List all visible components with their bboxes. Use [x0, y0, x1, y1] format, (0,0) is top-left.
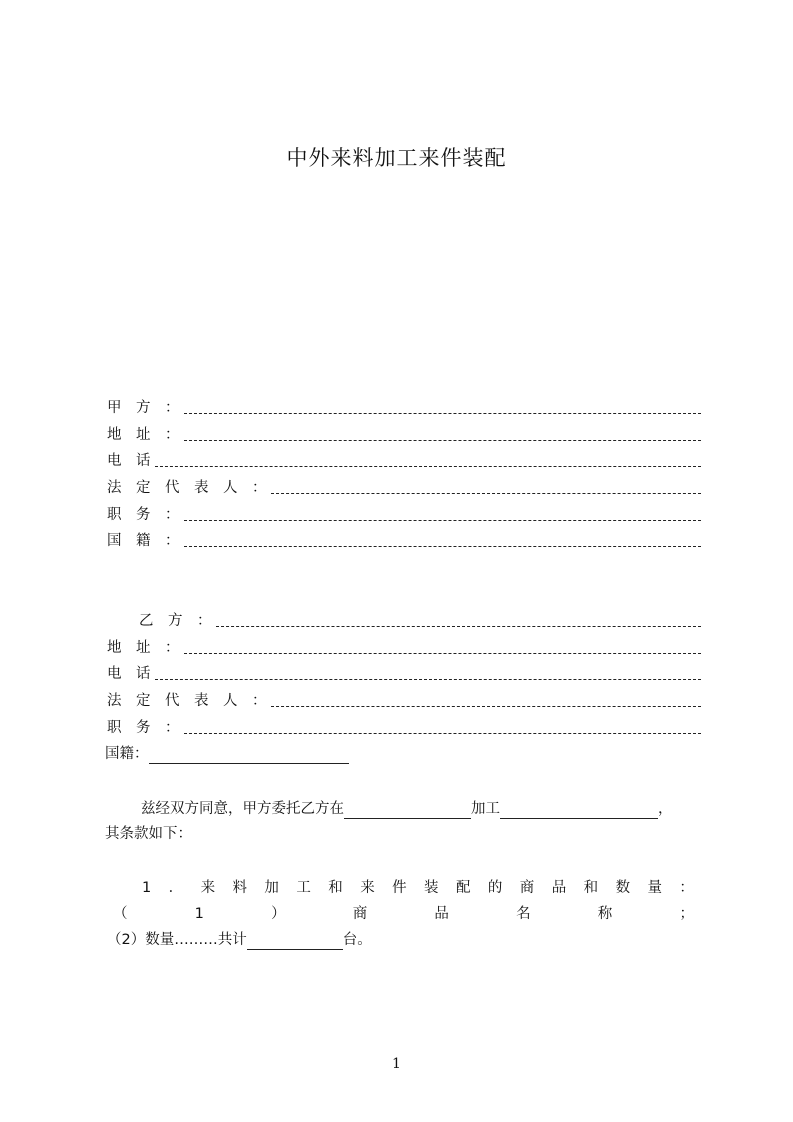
party-a-address-blank[interactable]: [184, 440, 702, 441]
party-b-position-row: [107, 718, 701, 738]
clause-1-char: ：: [679, 880, 694, 896]
party-b-nationality-blank[interactable]: [149, 747, 349, 764]
party-b-phone-blank[interactable]: [155, 679, 702, 680]
party-a-name-row: [107, 398, 701, 418]
party-a-phone-label: 电 话: [107, 453, 151, 469]
clause-1-char: 和: [328, 880, 343, 896]
party-a-legal-rep-label: 法 定 代 表 人 ：: [107, 480, 267, 496]
clause-1-char: ．: [168, 880, 184, 896]
item-1-char: （: [113, 906, 128, 922]
clause-1-heading: [142, 877, 694, 899]
item-2-quantity-blank[interactable]: [247, 933, 343, 950]
item-1-char: 名: [516, 906, 531, 922]
party-b-legal-rep-label: 法 定 代 表 人 ：: [107, 693, 267, 709]
item-1-char: 称: [597, 906, 613, 922]
party-a-name-label: 甲 方 ：: [107, 400, 180, 416]
clause-1-char: 料: [232, 880, 247, 896]
clause-1-char: 装: [424, 880, 439, 896]
party-a-position-blank[interactable]: [184, 520, 702, 521]
clause-1-char: 来: [360, 880, 375, 896]
clause-1-char: 1: [142, 880, 152, 896]
clause-1-char: 商: [519, 880, 535, 896]
item-2-prefix: （2）数量………共计: [107, 932, 247, 948]
party-b-address-blank[interactable]: [184, 653, 702, 654]
item-1-char: 1: [194, 906, 204, 922]
item-1-char: ）: [271, 906, 286, 922]
agreement-line-2: 其条款如下：: [105, 826, 192, 842]
clause-1-char: 加: [264, 880, 279, 896]
clause-1-item-1: [113, 903, 694, 925]
item-1-char: 品: [434, 906, 449, 922]
party-b-address-label: 地 址 ：: [107, 640, 180, 656]
clause-1-char: 和: [583, 880, 599, 896]
item-2-suffix: 台。: [342, 932, 372, 948]
agreement-suffix: ，: [658, 801, 673, 817]
clause-1-char: 品: [551, 880, 567, 896]
party-b-address-row: [107, 638, 701, 658]
page-number: 1: [392, 1056, 401, 1072]
agreement-line-1: [141, 799, 673, 819]
party-a-phone-row: [107, 451, 701, 471]
party-a-nationality-row: [107, 531, 701, 551]
party-a-nationality-label: 国 籍 ：: [107, 533, 180, 549]
party-a-legal-rep-blank[interactable]: [271, 493, 702, 494]
agreement-middle: 加工: [471, 801, 500, 817]
party-b-nationality-row: [105, 744, 349, 764]
party-a-position-label: 职 务 ：: [107, 507, 180, 523]
party-b-name-blank[interactable]: [216, 626, 702, 627]
party-b-phone-row: [107, 664, 701, 684]
party-b-legal-rep-row: [107, 691, 701, 711]
party-b-phone-label: 电 话: [107, 666, 151, 682]
clause-1-item-2: [107, 930, 372, 950]
clause-1-char: 量: [647, 880, 662, 896]
clause-1-char: 来: [200, 880, 216, 896]
agreement-prefix: 兹经双方同意，甲方委托乙方在: [141, 801, 344, 817]
clause-1-char: 配: [455, 880, 471, 896]
clause-1-char: 数: [615, 880, 631, 896]
agreement-place-blank[interactable]: [344, 802, 471, 819]
clause-1-char: 的: [487, 880, 503, 896]
party-a-address-row: [107, 425, 701, 445]
party-b-legal-rep-blank[interactable]: [271, 706, 702, 707]
party-b-name-label: 乙 方 ：: [139, 613, 212, 629]
clause-1-char: 工: [296, 880, 311, 896]
party-b-nationality-label: 国籍：: [105, 746, 149, 762]
party-a-position-row: [107, 505, 701, 525]
clause-1-char: 件: [392, 880, 407, 896]
agreement-goods-blank[interactable]: [500, 802, 658, 819]
party-a-phone-blank[interactable]: [155, 466, 702, 467]
party-b-position-blank[interactable]: [184, 733, 702, 734]
item-1-char: ；: [679, 906, 694, 922]
party-a-address-label: 地 址 ：: [107, 427, 180, 443]
party-b-position-label: 职 务 ：: [107, 720, 180, 736]
party-a-nationality-blank[interactable]: [184, 546, 702, 547]
item-1-char: 商: [352, 906, 368, 922]
party-a-legal-rep-row: [107, 478, 701, 498]
document-title: 中外来料加工来件装配: [286, 146, 507, 170]
party-b-name-row: [139, 611, 701, 631]
party-a-name-blank[interactable]: [184, 413, 702, 414]
